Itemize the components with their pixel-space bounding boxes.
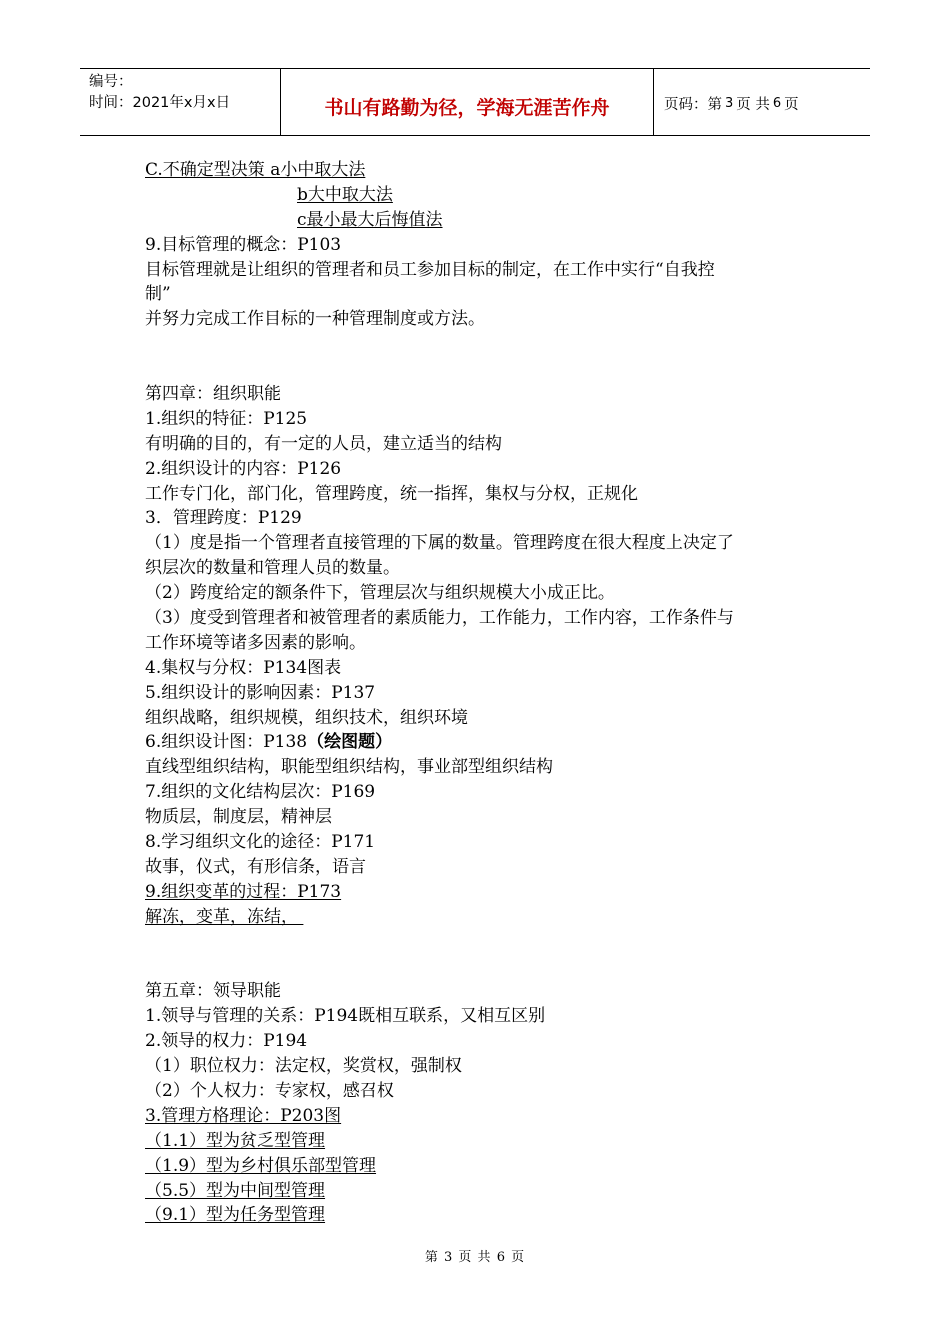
- footer-current: 3: [444, 1250, 454, 1265]
- text-line: （1.9）型为乡村俱乐部型管理: [145, 1155, 377, 1176]
- text-line: 3．管理跨度：P129: [145, 508, 302, 529]
- text-line: （1.1）型为贫乏型管理: [145, 1130, 326, 1151]
- text-line: 5.组织设计的影响因素：P137: [145, 682, 376, 703]
- page-total: 6: [772, 95, 782, 111]
- text-line: 9.组织变革的过程：P173: [145, 881, 342, 902]
- header-page-cell: [654, 69, 870, 135]
- page-suffix: 页: [784, 96, 799, 113]
- text-line: 目标管理就是让组织的管理者和员工参加目标的制定，在工作中实行“自我控: [145, 259, 715, 280]
- blank-line: [145, 955, 825, 980]
- text-line: 物质层，制度层，精神层: [145, 807, 332, 828]
- page-footer: [0, 1246, 950, 1265]
- text-line: 并努力完成工作目标的一种管理制度或方法。: [145, 309, 485, 330]
- text-line: 7.组织的文化结构层次：P169: [145, 782, 376, 803]
- date-label: 时间：2021年x月x日: [89, 95, 231, 111]
- text-line: 3.管理方格理论：P203图: [145, 1105, 342, 1126]
- text-line: （3）度受到管理者和被管理者的素质能力，工作能力，工作内容，工作条件与: [145, 608, 734, 629]
- page-header: [80, 68, 870, 136]
- text-line: 1.组织的特征：P125: [145, 408, 308, 429]
- text-line: 工作专门化，部门化，管理跨度，统一指挥，集权与分权，正规化: [145, 483, 638, 504]
- text-line: 工作环境等诸多因素的影响。: [145, 632, 366, 653]
- text-line: 2.领导的权力：P194: [145, 1031, 308, 1052]
- text-line: 解冻，变革，冻结，: [145, 906, 304, 927]
- header-motto-cell: [281, 69, 654, 135]
- page-prefix: 页码：第: [664, 96, 722, 113]
- text-line: 织层次的数量和管理人员的数量。: [145, 558, 400, 579]
- text-line: C.不确定型决策 a小中取大法: [145, 160, 366, 180]
- text-line: （5.5）型为中间型管理: [145, 1180, 326, 1201]
- chapter-heading: 第四章：组织职能: [145, 384, 281, 405]
- text-line: （1）职位权力：法定权，奖赏权，强制权: [145, 1056, 462, 1077]
- blank-line: [145, 332, 825, 357]
- text-line: b大中取大法: [297, 184, 393, 205]
- text-line: 组织战略，组织规模，组织技术，组织环境: [145, 707, 468, 728]
- text-line: （1）度是指一个管理者直接管理的下属的数量。管理跨度在很大程度上决定了: [145, 533, 734, 554]
- text-line: 直线型组织结构，职能型组织结构，事业部型组织结构: [145, 757, 553, 778]
- page-current: 3: [725, 95, 734, 111]
- footer-mid: 页 共: [458, 1250, 492, 1265]
- text-line: （2）跨度给定的额条件下，管理层次与组织规模大小成正比。: [145, 583, 615, 604]
- footer-total: 6: [496, 1250, 506, 1265]
- text-line: （2）个人权力：专家权，感召权: [145, 1080, 394, 1101]
- text-line: 8.学习组织文化的途径：P171: [145, 832, 376, 853]
- page-mid: 页 共: [736, 96, 770, 113]
- text-line: 有明确的目的，有一定的人员，建立适当的结构: [145, 433, 502, 454]
- text-line: c最小最大后悔值法: [297, 209, 443, 230]
- text-line-main: 6.组织设计图：P138: [145, 732, 308, 753]
- footer-prefix: 第: [424, 1250, 439, 1265]
- text-line: 制”: [145, 284, 171, 305]
- footer-suffix: 页: [511, 1250, 526, 1265]
- text-line: 4.集权与分权：P134图表: [145, 657, 342, 678]
- text-line: （9.1）型为任务型管理: [145, 1205, 326, 1226]
- bold-note: （绘图题）: [307, 732, 393, 753]
- header-info-cell: [80, 69, 281, 135]
- blank-line: [145, 930, 825, 955]
- chapter-heading: 第五章：领导职能: [145, 981, 281, 1002]
- text-line: [145, 730, 825, 755]
- text-line: 1.领导与管理的关系：P194既相互联系，又相互区别: [145, 1006, 546, 1027]
- blank-line: [145, 357, 825, 382]
- motto-text: 书山有路勤为径，学海无涯苦作舟: [324, 96, 610, 119]
- text-line: 2.组织设计的内容：P126: [145, 458, 342, 479]
- number-label: 编号：: [89, 74, 133, 90]
- document-body: [145, 158, 825, 1228]
- text-line: 9.目标管理的概念：P103: [145, 234, 342, 255]
- text-line: 故事，仪式，有形信条，语言: [145, 856, 366, 877]
